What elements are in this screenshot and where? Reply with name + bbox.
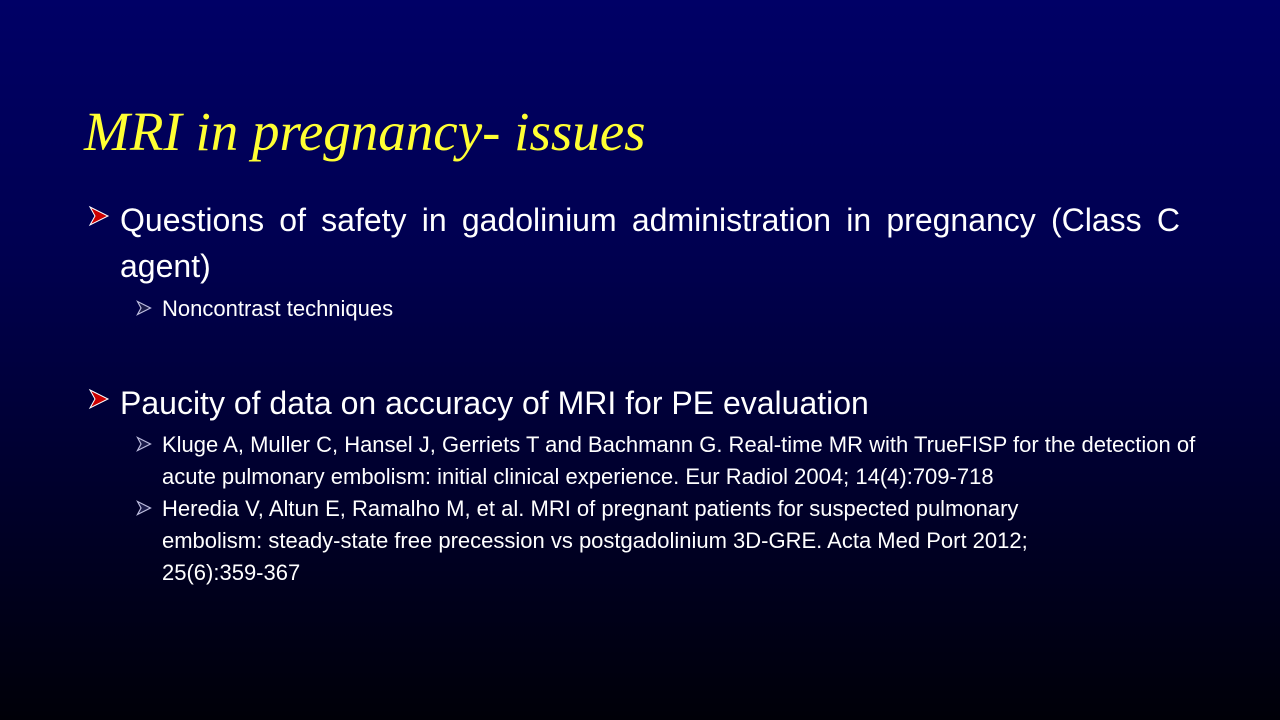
sub-bullet-item (134, 429, 1242, 493)
arrow-bullet-icon (88, 388, 110, 410)
sub-bullet-item (134, 293, 1242, 325)
reference-text: Heredia V, Altun E, Ramalho M, et al. MRI of pregnant patients for suspected pulmonary embolism: steady-state free precession vs postgadolinium 3D-GRE. Acta Med Port 2012; 25(6):359-367 (162, 496, 1028, 585)
sub-bullet-text: Noncontrast techniques (162, 296, 394, 321)
arrow-bullet-icon (88, 205, 110, 227)
bullet-item (88, 197, 1180, 289)
reference-text: Kluge A, Muller C, Hansel J, Gerriets T and Bachmann G. Real-time MR with TrueFISP for the detection of acute pulmonary embolism: initial clinical experience. Eur Radiol 2004; 14(4):709-718 (162, 432, 1196, 489)
arrow-bullet-icon (136, 436, 152, 452)
bullet-item (88, 380, 1180, 426)
arrow-bullet-icon (136, 300, 152, 316)
bullet-text: Questions of safety in gadolinium administration in pregnancy (Class C agent) (120, 202, 1180, 284)
arrow-bullet-icon (136, 500, 152, 516)
slide-title: MRI in pregnancy- issues (84, 101, 646, 162)
sub-bullet-item (134, 493, 1122, 589)
bullet-text: Paucity of data on accuracy of MRI for PE evaluation (120, 385, 869, 421)
